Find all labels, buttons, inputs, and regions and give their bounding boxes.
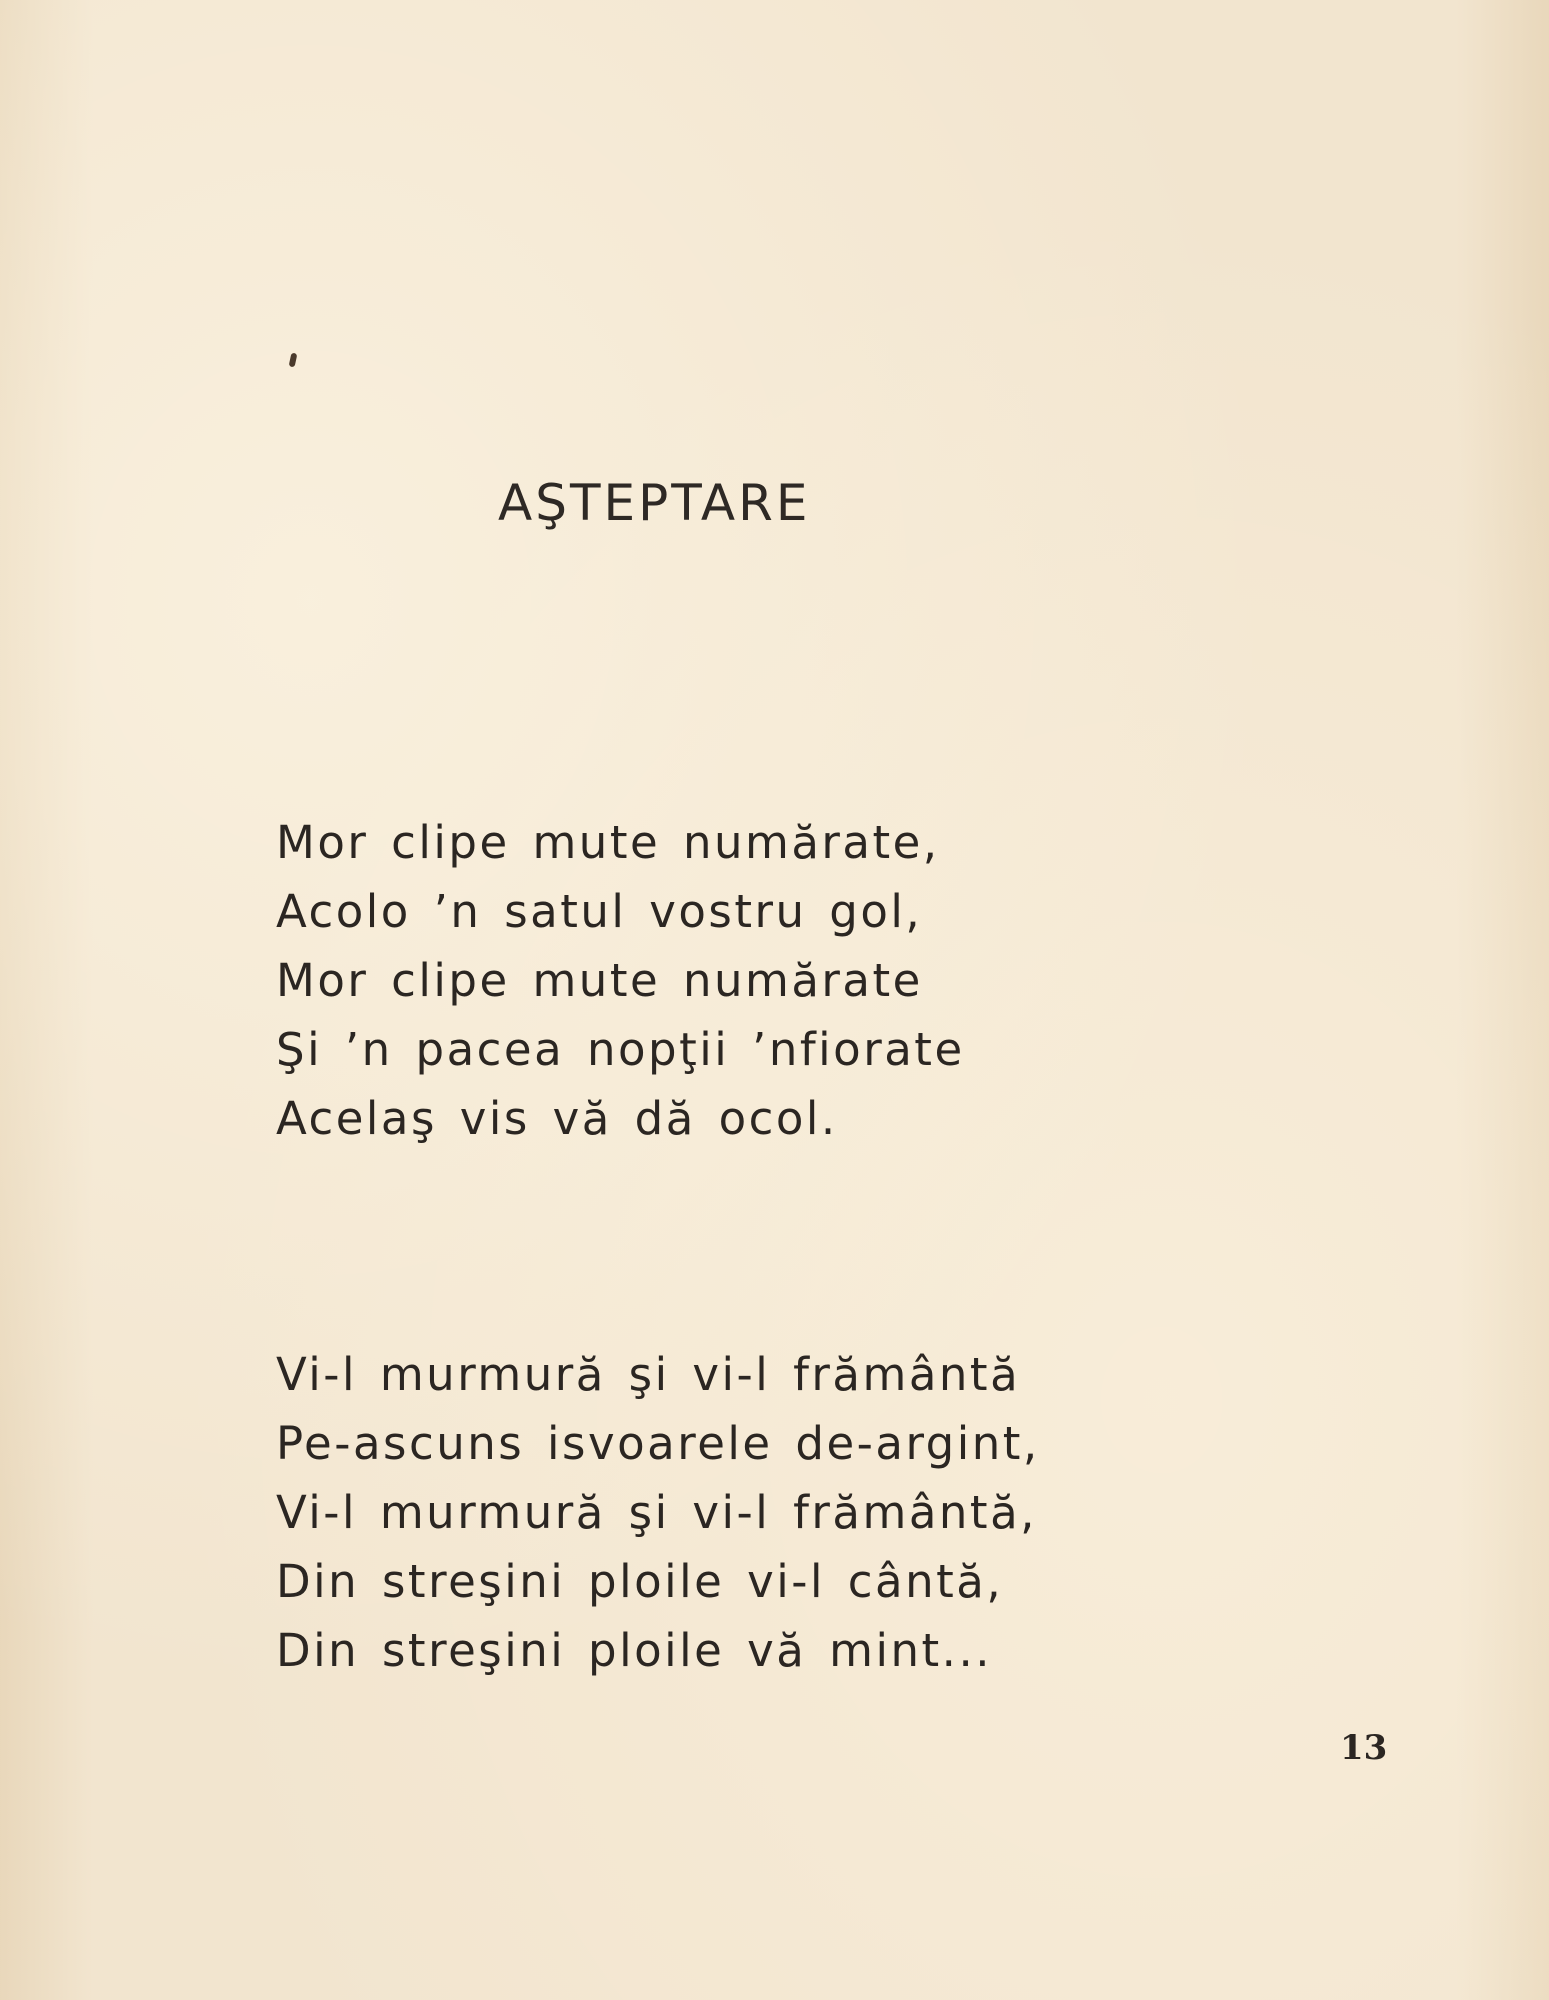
verse-line: Mor clipe mute numărate — [276, 954, 923, 1007]
verse-line: Acolo ’n satul vostru gol, — [276, 885, 923, 938]
paper-speck — [289, 353, 298, 368]
poem-title: AŞTEPTARE — [498, 474, 811, 532]
verse-line: Pe-ascuns isvoarele de-argint, — [276, 1417, 1040, 1470]
verse-line: Acelaş vis vă dă ocol. — [276, 1092, 838, 1145]
stanza-1 — [276, 808, 965, 1153]
verse-line: Vi-l murmură şi vi-l frământă, — [276, 1486, 1037, 1539]
page-number: 13 — [1340, 1728, 1388, 1768]
verse-line: Şi ’n pacea nopţii ’nfiorate — [276, 1023, 965, 1076]
verse-line: Din streşini ploile vă mint... — [276, 1624, 993, 1677]
verse-line: Din streşini ploile vi-l cântă, — [276, 1555, 1004, 1608]
verse-line: Vi-l murmură şi vi-l frământă — [276, 1348, 1021, 1401]
verse-line: Mor clipe mute numărate, — [276, 816, 940, 869]
stanza-2 — [276, 1340, 1040, 1685]
